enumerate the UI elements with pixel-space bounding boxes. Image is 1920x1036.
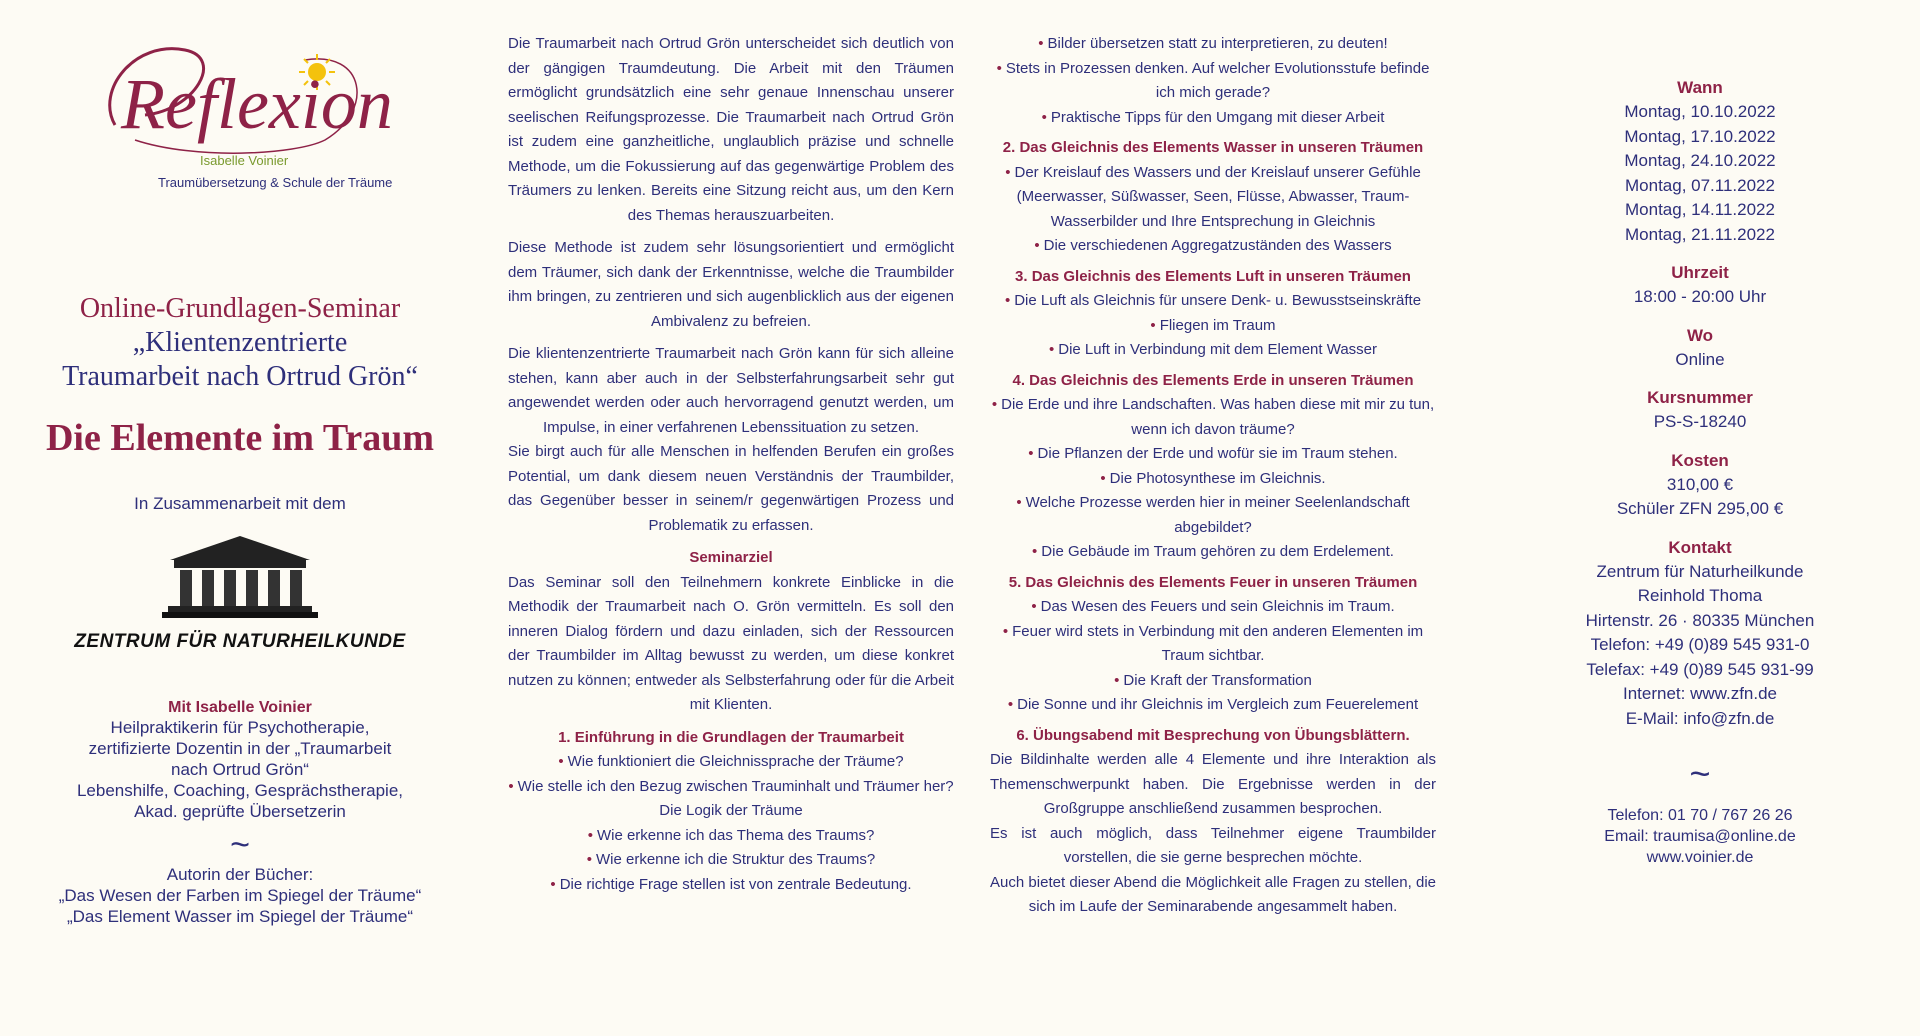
contact-line: Hirtenstr. 26 · 80335 München: [1585, 610, 1815, 630]
description-column: [508, 32, 954, 992]
author-books: [20, 864, 460, 927]
section-6-text: Es ist auch möglich, dass Teilnehmer eigene Traumbilder vorstellen, die sie gerne besprechen möchte.: [990, 824, 1436, 866]
date-item: Montag, 17.10.2022: [1624, 126, 1776, 146]
list-item: • Feuer wird stets in Verbindung mit den anderen Elementen im Traum sichtbar.: [1002, 622, 1424, 664]
logo-subtitle: Isabelle Voinier: [200, 153, 289, 168]
list-item: • Die verschiedenen Aggregatzuständen des Wassers: [1034, 237, 1392, 254]
seminar-type: Online-Grundlagen-Seminar: [79, 293, 401, 324]
goal-text: Das Seminar soll den Teilnehmern konkrete Einblicke in die Methodik der Traumarbeit nach O. Grön vermitteln. Es soll den inneren Dialog fördern und dazu einladen, sich der Ressourcen der Traumbilder im Alltag bewusst zu werden, um diese konkret nutzen zu können; entweder als Selbsterfahrung oder für die Arbeit mit Klienten.: [508, 573, 954, 713]
list-item: • Stets in Prozessen denken. Auf welcher Evolutionsstufe befinde ich mich gerade?: [996, 59, 1430, 101]
seminar-title-line-2: Traumarbeit nach Ortrud Grön“: [62, 361, 418, 392]
list-item: • Die richtige Frage stellen ist von zentrale Bedeutung.: [550, 875, 912, 893]
section-1-list: [508, 750, 954, 897]
section-6-text: Auch bietet dieser Abend die Möglichkeit alle Fragen zu stellen, die sich im Laufe der Seminarabende angesammelt haben.: [990, 873, 1436, 915]
instructor-contact-line: Telefon: 01 70 / 767 26 26: [1607, 807, 1793, 824]
partner-name: ZENTRUM FÜR NATURHEILKUNDE: [74, 631, 406, 652]
contact-line: Reinhold Thoma: [1637, 586, 1763, 605]
course-number-value: PS-S-18240: [1653, 412, 1747, 431]
contact-line: Zentrum für Naturheilkunde: [1596, 561, 1804, 581]
date-item: Montag, 10.10.2022: [1624, 102, 1776, 121]
contact-line: Internet: www.zfn.de: [1622, 684, 1778, 703]
instructor-qualifications: [20, 717, 460, 822]
list-item: • Fliegen im Traum: [1150, 316, 1276, 334]
list-item: • Die Gebäude im Traum gehören zu dem Erdelement.: [1032, 543, 1394, 560]
qualification-line: Akad. geprüfte Übersetzerin: [134, 802, 346, 821]
section-1-list-continued: [990, 32, 1436, 130]
list-item: • Die Kraft der Transformation: [1114, 671, 1312, 689]
main-title: Die Elemente im Traum: [45, 417, 434, 459]
section-5-list: [990, 595, 1436, 718]
contact-line: Telefax: +49 (0)89 545 931-99: [1586, 659, 1814, 679]
list-item: • Praktische Tipps für den Umgang mit dieser Arbeit: [1041, 108, 1385, 126]
intro-paragraph: Sie birgt auch für alle Menschen in helfenden Berufen ein großes Potential, um dank diesem neuen Verständnis der Traumbilder, das Gegenüber besser in seinem/r gegenwärtigen Prozess und Problematik zu erfassen.: [508, 443, 954, 534]
list-item: • Die Photosynthese im Gleichnis.: [1100, 469, 1326, 487]
list-item: • Der Kreislauf des Wassers und der Kreislauf unserer Gefühle (Meerwasser, Süßwasser, Seen, Flüsse, Abwasser, Traum-Wasserbilder und Ihre Entsprechung in Gleichnis: [1005, 163, 1421, 230]
cost-label: Kosten: [1671, 450, 1729, 470]
course-number-label: Kursnummer: [1647, 388, 1753, 407]
list-item: • Wie erkenne ich die Struktur des Traums?: [586, 851, 876, 868]
section-2-list: [990, 161, 1436, 259]
cost-value-student: Schüler ZFN 295,00 €: [1616, 499, 1784, 518]
qualification-line: Heilpraktikerin für Psychotherapie,: [110, 718, 370, 737]
instructor-contact-line: www.voinier.de: [1646, 849, 1754, 866]
list-item: • Wie stelle ich den Bezug zwischen Trauminhalt und Träumer her? Die Logik der Träume: [508, 777, 954, 819]
intro-paragraph: Die klientenzentrierte Traumarbeit nach Grön kann für sich alleine stehen, kann aber auch in der Selbsterfahrungsarbeit sehr gut angewendet werden oder auch hervorragend genutzt werden, um Impulse, in einer verfahrenen Lebenssituation zu setzen.: [508, 345, 954, 436]
logo-word: Reflexion: [121, 64, 393, 144]
collaboration-note: In Zusammenarbeit mit dem: [134, 494, 346, 513]
section-4-heading: 4. Das Gleichnis des Elements Erde in unseren Träumen: [1012, 371, 1414, 389]
info-column: [1560, 76, 1840, 1036]
section-4-list: [990, 393, 1436, 565]
section-1-heading: 1. Einführung in die Grundlagen der Traumarbeit: [558, 728, 904, 746]
title-column: [20, 0, 460, 960]
list-item: • Die Sonne und ihr Gleichnis im Vergleich zum Feuerelement: [1007, 696, 1419, 713]
date-item: Montag, 21.11.2022: [1625, 224, 1775, 244]
instructor-contact: [1560, 805, 1840, 868]
section-3-list: [990, 289, 1436, 363]
intro-paragraph: Diese Methode ist zudem sehr lösungsorientiert und ermöglicht dem Träumer, sich dank der Erkenntnisse, welche die Traumbilder ihm bringen, zu zentrieren und sich augenblicklich aus der eigenen Ambivalenz zu befreien.: [508, 239, 954, 330]
contact-label: Kontakt: [1668, 537, 1732, 557]
time-label: Uhrzeit: [1671, 263, 1729, 282]
list-item: • Bilder übersetzen statt zu interpretieren, zu deuten!: [1038, 35, 1388, 52]
list-item: • Die Luft als Gleichnis für unsere Denk- u. Bewusstseinskräfte: [1004, 292, 1422, 309]
list-item: • Welche Prozesse werden hier in meiner Seelenlandschaft abgebildet?: [1016, 494, 1410, 536]
book-title: „Das Element Wasser im Spiegel der Träume“: [66, 907, 414, 926]
qualification-line: nach Ortrud Grön“: [171, 760, 309, 779]
intro-paragraph: Die Traumarbeit nach Ortrud Grön unterscheidet sich deutlich von der gängigen Traumdeutung. Die Arbeit mit den Träumen ermöglicht grundsätzlich eine sehr genaue Innenschau unserer seelischen Reifungsprozesse. Die Traumarbeit nach Ortrud Grön ist zudem eine ganzheitliche, unglaublich präzise und schnelle Methode, um die Fokussierung auf das gegenwärtige Problem des Träumers zu lenken. Bereits eine Sitzung reicht aus, um den Kern des Themas herauszuarbeiten.: [508, 35, 954, 224]
contact-line: Telefon: +49 (0)89 545 931-0: [1590, 635, 1810, 654]
instructor-contact-line: Email: traumisa@online.de: [1604, 828, 1796, 845]
list-item: • Wie funktioniert die Gleichnissprache der Träume?: [558, 753, 904, 770]
reflexion-logo: [20, 30, 460, 200]
section-6-text: Die Bildinhalte werden alle 4 Elemente und ihre Interaktion als Themenschwerpunkt haben. Die Ergebnisse werden in der Großgruppe anschließend zusammen besprochen.: [990, 751, 1436, 817]
date-item: Montag, 24.10.2022: [1624, 151, 1776, 170]
book-title: „Das Wesen der Farben im Spiegel der Träume“: [58, 886, 422, 905]
contact-line: E-Mail: info@zfn.de: [1625, 708, 1775, 728]
cost-value: 310,00 €: [1666, 474, 1734, 494]
tilde-divider: ~: [230, 826, 250, 864]
list-item: • Die Luft in Verbindung mit dem Element Wasser: [1048, 341, 1378, 358]
temple-icon: [160, 532, 320, 620]
section-5-heading: 5. Das Gleichnis des Elements Feuer in unseren Träumen: [1008, 573, 1418, 591]
when-label: Wann: [1677, 78, 1723, 97]
list-item: • Wie erkenne ich das Thema des Traums?: [587, 826, 875, 844]
section-3-heading: 3. Das Gleichnis des Elements Luft in unseren Träumen: [1015, 267, 1411, 285]
section-6-heading: 6. Übungsabend mit Besprechung von Übungsblättern.: [1016, 726, 1410, 744]
tilde-divider: ~: [1689, 753, 1711, 794]
time-value: 18:00 - 20:00 Uhr: [1633, 287, 1767, 306]
author-label: Autorin der Bücher:: [166, 865, 314, 884]
list-item: • Die Pflanzen der Erde und wofür sie im Traum stehen.: [1028, 445, 1398, 462]
logo-tagline: Traumübersetzung & Schule der Träume: [158, 175, 393, 190]
goal-heading: Seminarziel: [689, 549, 773, 566]
instructor-label: Mit Isabelle Voinier: [168, 699, 312, 716]
section-2-heading: 2. Das Gleichnis des Elements Wasser in unseren Träumen: [1002, 139, 1424, 156]
list-item: • Die Erde und ihre Landschaften. Was haben diese mit mir zu tun, wenn ich davon träume?: [991, 396, 1435, 438]
where-label: Wo: [1686, 325, 1714, 345]
date-item: Montag, 07.11.2022: [1625, 175, 1775, 195]
qualification-line: zertifizierte Dozentin in der „Traumarbeit: [88, 739, 392, 758]
date-item: Montag, 14.11.2022: [1625, 200, 1775, 219]
list-item: • Das Wesen des Feuers und sein Gleichnis im Traum.: [1031, 598, 1395, 615]
reflexion-logo-icon: [75, 30, 405, 160]
where-value: Online: [1675, 349, 1725, 369]
seminar-title-line-1: „Klientenzentrierte: [132, 327, 348, 358]
program-column: [990, 32, 1436, 992]
qualification-line: Lebenshilfe, Coaching, Gesprächstherapie,: [76, 781, 404, 800]
